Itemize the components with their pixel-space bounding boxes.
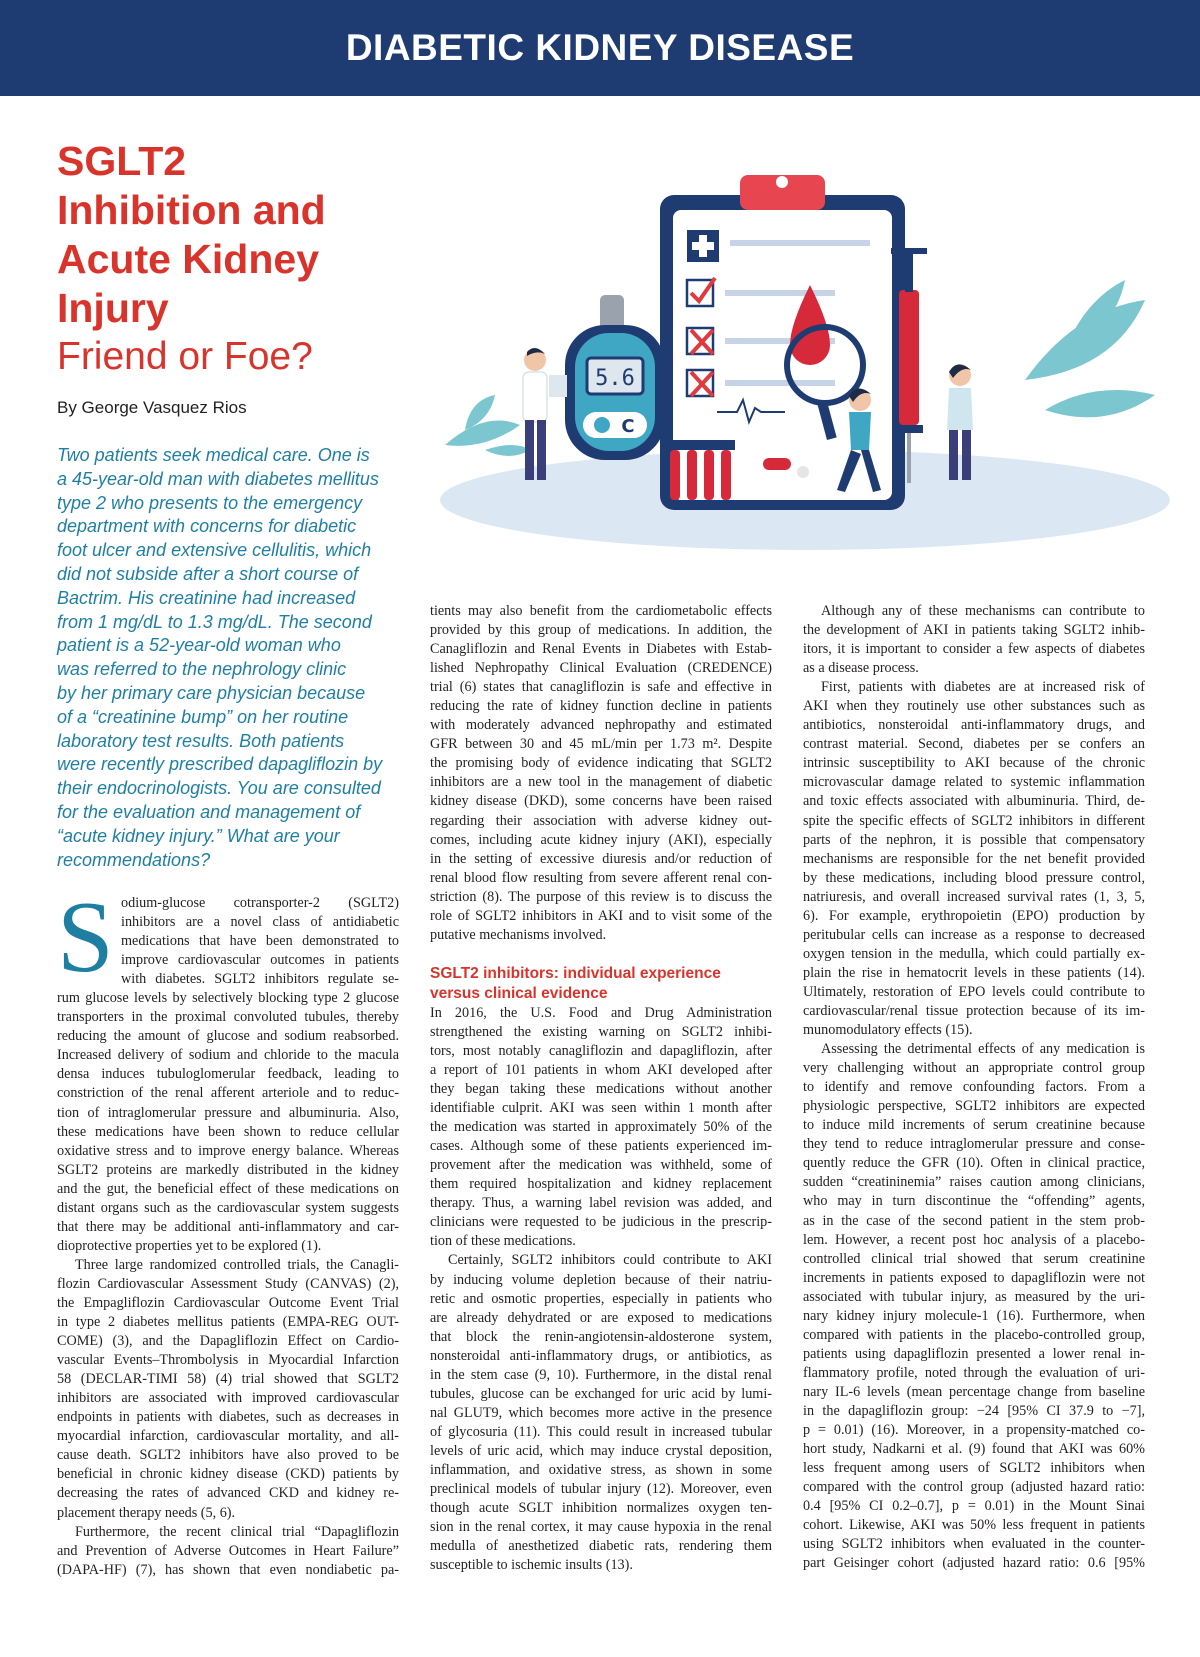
medical-illustration (425, 150, 1180, 570)
intro-line: “acute kidney injury.” What are your (57, 825, 340, 846)
text-line: Canagliflozin and Renal Events in Diabetes with Estab- (430, 641, 772, 658)
text-line: beneficial in chronic kidney disease (CKD) patients by (57, 1466, 399, 1483)
text-line: endpoints in patients with diabetes, such as decreases in (57, 1409, 399, 1426)
text-line: provided by this group of medications. In addition, the (430, 622, 772, 639)
text-line: (DAPA-HF) (7), has shown that even nondiabetic pa- (57, 1561, 399, 1578)
text-line: regarding their association with adverse kidney out- (430, 812, 772, 829)
text-line: p = 0.01) (16). Moreover, in a propensity-matched co- (803, 1422, 1145, 1439)
text-line: and the gut, the beneficial effect of these medications on (57, 1180, 399, 1197)
text-line: tubules, glucose can be exchanged for uric acid by lumi- (430, 1385, 772, 1402)
title-line-4: Injury (57, 285, 169, 331)
text-line: striction (8). The purpose of this review is to discuss the (430, 888, 772, 905)
text-line: very challenging without an appropriate control group (803, 1060, 1145, 1077)
text-line: contrast material. Second, diabetes per se confers an (803, 736, 1145, 753)
text-line: 0.4 [95% CI 0.2–0.7], p = 0.01) in the Mount Sinai (803, 1498, 1145, 1515)
intro-line: recommendations? (57, 849, 211, 870)
text-line: reducing the rate of kidney function decline in patients (430, 698, 772, 715)
text-line: identifiable culprit. AKI was seen within 1 month after (430, 1100, 772, 1117)
text-line: Although any of these mechanisms can contribute to (821, 603, 1145, 619)
text-line: parts of the nephron, it is possible that compensatory (803, 831, 1145, 848)
text-line: tients may also benefit from the cardiometabolic effects (430, 603, 772, 619)
text-line: patients using dapagliflozin presented a lower renal in- (803, 1345, 1145, 1362)
section-banner (0, 0, 1200, 96)
text-line: strengthened the existing warning on SGLT2 inhibi- (430, 1023, 772, 1040)
text-line: lished Nephropathy Clinical Evaluation (CREDENCE) (430, 660, 772, 677)
text-line: the Empagliflozin Cardiovascular Outcome Event Trial (57, 1294, 399, 1311)
section-subheading: versus clinical evidence (430, 984, 608, 1002)
text-line: levels of uric acid, which may induce crystal deposition, (430, 1442, 772, 1459)
intro-line: did not subside after a short course of (57, 563, 359, 584)
text-line: sudden “creatininemia” raises caution among clinicians, (803, 1174, 1145, 1191)
text-line: they tend to reduce intraglomerular pressure and conse- (803, 1136, 1145, 1153)
medical-cross-icon (687, 230, 719, 262)
text-line: as in the case of the second patient in the stem prob- (803, 1212, 1145, 1229)
text-line: In 2016, the U.S. Food and Drug Administration (430, 1004, 772, 1021)
body-column-3 (803, 602, 1145, 1573)
text-line: increments in patients exposed to dapagliflozin were not (803, 1269, 1145, 1286)
cross-mark-icon (687, 370, 713, 396)
text-line: First, patients with diabetes are at increased risk of (821, 679, 1145, 696)
text-line: medulla of anesthetized diabetic rats, rendering them (430, 1538, 772, 1555)
body-column-1 (57, 894, 399, 1580)
author-byline: By George Vasquez Rios (57, 398, 247, 417)
text-line: susceptible to ischemic insults (13). (430, 1557, 633, 1574)
text-line: clinicians were requested to be judicious in the prescrip- (430, 1214, 772, 1231)
body-column-2 (430, 602, 772, 1575)
text-line: in the dapagliflozin group: −24 [95% CI 37.9 to −7], (803, 1402, 1145, 1419)
intro-line: a 45-year-old man with diabetes mellitus (57, 468, 379, 489)
text-line: with moderately advanced nephropathy and estimated (430, 717, 772, 734)
text-line: though acute SGLT inhibition normalizes oxygen ten- (430, 1500, 772, 1517)
text-line: tors, most notably canagliflozin and dapagliflozin, after (430, 1042, 772, 1059)
text-line: intrinsic susceptibility to AKI because of the chronic (803, 755, 1145, 772)
text-line: Three large randomized controlled trials, the Canagli- (75, 1256, 399, 1273)
text-line: part Geisinger cohort (adjusted hazard ratio: 0.6 [95% (803, 1555, 1145, 1572)
text-line: tion of intraglomerular pressure and albuminuria. Also, (57, 1104, 399, 1121)
text-line: vascular Events–Thrombolysis in Myocardial Infarction (57, 1352, 399, 1369)
text-line: as a disease process. (803, 660, 919, 677)
text-line: are already dehydrated or are exposed to medications (430, 1309, 772, 1326)
text-line: tion of these medications. (430, 1233, 576, 1250)
intro-line: from 1 mg/dL to 1.3 mg/dL. The second (57, 611, 372, 632)
text-line: odium-glucose cotransporter-2 (SGLT2) (121, 895, 399, 911)
intro-line: patient is a 52-year-old woman who (57, 635, 341, 656)
text-line: inflammation, and oxidative stress, as shown in some (430, 1461, 772, 1478)
text-line: spite the specific effects of SGLT2 inhibitors in different (803, 812, 1145, 829)
text-line: these medications have been shown to reduce cellular (57, 1123, 399, 1140)
text-line: cardiovascular/renal tissue protection because of its im- (803, 1002, 1145, 1019)
text-line: renal blood flow resulting from severe afferent renal con- (430, 869, 772, 886)
text-line: Certainly, SGLT2 inhibitors could contribute to AKI (448, 1252, 772, 1269)
text-line: peritubular cells can increase as a response to decreased (803, 926, 1145, 943)
intro-line: for the evaluation and management of (57, 801, 361, 822)
text-line: them required hospitalization and kidney replacement (430, 1176, 772, 1193)
text-line: comes, including acute kidney injury (AKI), especially (430, 831, 772, 848)
text-line: physiologic perspective, SGLT2 inhibitors are expected (803, 1098, 1145, 1115)
title-line-3: Acute Kidney (57, 236, 319, 282)
text-line: SGLT2 proteins are markedly distributed in the kidney (57, 1161, 399, 1178)
spacer (430, 945, 772, 964)
text-line: using SGLT2 inhibitors when evaluated in the counter- (803, 1536, 1145, 1553)
text-line: inhibitors are a new tool in the management of diabetic (430, 774, 772, 791)
article-subtitle: Friend or Foe? (57, 335, 313, 378)
text-line: controlled clinical trial showed that serum creatinine (803, 1250, 1145, 1267)
intro-line: was referred to the nephrology clinic (57, 659, 347, 680)
text-line: less frequent among users of SGLT2 inhibitors when (803, 1460, 1145, 1477)
text-line: myocardial infarction, cardiovascular mortality, and all- (57, 1428, 399, 1445)
text-line: constriction of the renal afferent arteriole and to reduc- (57, 1085, 399, 1102)
text-line: inhibitors are associated with improved cardiovascular (57, 1390, 399, 1407)
text-line: a report of 101 patients in whom AKI developed after (430, 1061, 772, 1078)
person-left-figure (523, 348, 567, 480)
meter-reading: 5.6 (595, 366, 635, 391)
text-line: putative mechanisms involved. (430, 926, 607, 943)
text-line: Furthermore, the recent clinical trial “Dapagliflozin (75, 1523, 399, 1540)
title-line-1: SGLT2 (57, 138, 187, 184)
glucose-meter-icon (565, 295, 665, 460)
text-line: lem. However, a recent post hoc analysis of a placebo- (803, 1231, 1145, 1248)
text-line: the promising body of evidence indicating that SGLT2 (430, 755, 772, 772)
text-line: reducing the amount of glucose and sodium reabsorbed. (57, 1028, 399, 1045)
text-line: retic and osmotic properties, especially in patients who (430, 1290, 772, 1307)
text-line: flozin Cardiovascular Assessment Study (CANVAS) (2), (57, 1275, 399, 1292)
text-line: rum glucose levels by selectively blocking type 2 glucose (57, 990, 399, 1007)
text-line: distant organs such as the cardiovascular system suggests (57, 1199, 399, 1216)
text-line: oxygen tension in the medulla, which could partially ex- (803, 945, 1145, 962)
text-line: itors, it is important to consider a few aspects of diabetes (803, 641, 1145, 658)
text-line: COME) (3), and the Dapagliflozin Effect on Cardio- (57, 1333, 399, 1350)
text-line: who may in turn discontinue the “offending” agents, (803, 1193, 1145, 1210)
intro-line: Bactrim. His creatinine had increased (57, 587, 356, 608)
text-line: flammatory profile, noted through the evaluation of uri- (803, 1364, 1145, 1381)
right-leaf-icon (1025, 280, 1155, 417)
text-line: antibiotics, nonsteroidal anti-inflammatory drugs, and (803, 717, 1145, 734)
text-line: in the setting of excessive diuresis and/or reduction of (430, 850, 772, 867)
text-line: natriuresis, and overall increased survival rates (1, 3, 5, (803, 888, 1145, 905)
text-line: cases. Although some of these patients experienced im- (430, 1138, 772, 1155)
intro-line: department with concerns for diabetic (57, 516, 357, 537)
text-line: they began taking these medications without another (430, 1081, 772, 1098)
text-line: in the stem case (9, 10). Furthermore, in the distal renal (430, 1366, 772, 1383)
text-line: trial (6) states that canagliflozin is safe and effective in (430, 679, 772, 696)
text-line: nonsteroidal anti-inflammatory drugs, or antibiotics, as (430, 1347, 772, 1364)
text-line: cohort. Likewise, AKI was 50% less frequent in patients (803, 1517, 1145, 1534)
text-line: nal GLUT9, which becomes more active in the presence (430, 1404, 772, 1421)
text-line: kidney disease (DKD), some concerns have been raised (430, 793, 772, 810)
text-line: and toxic effects associated with albuminuria. Third, de- (803, 793, 1145, 810)
text-line: that block the renin-angiotensin-aldosterone system, (430, 1328, 772, 1345)
intro-line: type 2 who presents to the emergency (57, 492, 363, 513)
text-line: of glycosuria (11). This could result in increased tubular (430, 1423, 772, 1440)
meter-button-label: C (621, 416, 635, 437)
text-line: and Prevention of Adverse Outcomes in Heart Failure” (57, 1542, 399, 1559)
intro-line: of a “creatinine bump” on her routine (57, 706, 349, 727)
text-line: 58 (DECLAR-TIMI 58) (4) trial showed that SGLT2 (57, 1371, 399, 1388)
text-line: densa induces tubuloglomerular feedback, leading to (57, 1066, 399, 1083)
cross-mark-icon (687, 328, 713, 354)
text-line: provement after the medication was withheld, some of (430, 1157, 772, 1174)
checkmark-icon (687, 278, 715, 306)
intro-line: their endocrinologists. You are consulted (57, 778, 381, 799)
text-line: associated with tubular injury, as measured by the uri- (803, 1288, 1145, 1305)
banner-title: DIABETIC KIDNEY DISEASE (345, 27, 855, 68)
text-line: cause death. SGLT2 inhibitors have also proved to be (57, 1447, 399, 1464)
text-line: medications that have been demonstrated to (121, 933, 399, 950)
text-line: the medication was started in approximately 50% of the (430, 1119, 772, 1136)
text-line: by inducing volume depletion because of their natriu- (430, 1271, 772, 1288)
text-line: inhibitors are a novel class of antidiabetic (121, 914, 399, 931)
text-line: GFR between 30 and 45 mL/min per 1.73 m². Despite (430, 736, 772, 753)
text-line: nary kidney injury molecule-1 (16). Furthermore, when (803, 1307, 1145, 1324)
text-line: oxidative stress and to improve energy balance. Whereas (57, 1142, 399, 1159)
article-title (57, 137, 417, 381)
text-line: plain the rise in hematocrit levels in these patients (14). (803, 964, 1145, 981)
text-line: 6). For example, erythropoietin (EPO) production by (803, 907, 1145, 924)
intro-paragraph (57, 444, 402, 872)
intro-line: by her primary care physician because (57, 682, 366, 703)
title-line-2: Inhibition and (57, 187, 326, 233)
drop-cap: S (57, 881, 114, 994)
text-line: AKI when they routinely use other substances such as (803, 698, 1145, 715)
left-leaf-icon (445, 395, 530, 456)
text-line: to induce mild increments of serum creatinine because (803, 1117, 1145, 1134)
text-line: dioprotective properties yet to be explored (1). (57, 1237, 322, 1254)
text-line: role of SGLT2 inhibitors in AKI and to visit some of the (430, 907, 772, 924)
text-line: in type 2 diabetes mellitus patients (EMPA-REG OUT- (57, 1314, 399, 1331)
text-line: decreasing the rates of advanced CKD and kidney re- (57, 1485, 399, 1502)
text-line: that there may be additional anti-inflammatory and car- (57, 1218, 399, 1235)
intro-line: foot ulcer and extensive cellulitis, which (57, 540, 372, 561)
intro-line: laboratory test results. Both patients (57, 730, 345, 751)
text-line: quently reduce the GFR (10). Often in clinical practice, (803, 1155, 1145, 1172)
text-line: Ultimately, restoration of EPO levels could contribute to (803, 983, 1145, 1000)
text-line: mechanisms are responsible for the net benefit provided (803, 850, 1145, 867)
text-line: hort study, Nadkarni et al. (9) found that AKI was 60% (803, 1441, 1145, 1458)
text-line: with diabetes. SGLT2 inhibitors regulate se- (121, 971, 399, 988)
text-line: nary IL-6 levels (mean percentage change from baseline (803, 1383, 1145, 1400)
text-line: transporters in the proximal convoluted tubules, thereby (57, 1009, 399, 1026)
text-line: compared with patients in the placebo-controlled group, (803, 1326, 1145, 1343)
text-line: Assessing the detrimental effects of any medication is (821, 1041, 1145, 1058)
intro-line: Two patients seek medical care. One is (57, 445, 370, 465)
text-line: preclinical models of tubular injury (12). Moreover, even (430, 1481, 772, 1498)
text-line: placement therapy needs (5, 6). (57, 1504, 236, 1521)
text-line: sion in the renal cortex, it may cause hypoxia in the renal (430, 1519, 772, 1536)
text-line: munomodulatory effects (15). (803, 1022, 973, 1039)
text-line: microvascular damage related to systemic inflammation (803, 774, 1145, 791)
section-subheading: SGLT2 inhibitors: individual experience (430, 964, 721, 982)
intro-line: were recently prescribed dapagliflozin by (57, 754, 383, 775)
text-line: therapy. Thus, a warning label revision was added, and (430, 1195, 772, 1212)
text-line: compared with the control group (adjusted hazard ratio: (803, 1479, 1145, 1496)
text-line: by these medications, including blood pressure control, (803, 869, 1145, 886)
text-line: improve cardiovascular outcomes in patients (121, 952, 399, 969)
text-line: Increased delivery of sodium and chloride to the macula (57, 1047, 399, 1064)
text-line: the development of AKI in patients taking SGLT2 inhib- (803, 622, 1145, 639)
text-line: to identify and remove confounding factors. From a (803, 1079, 1145, 1096)
